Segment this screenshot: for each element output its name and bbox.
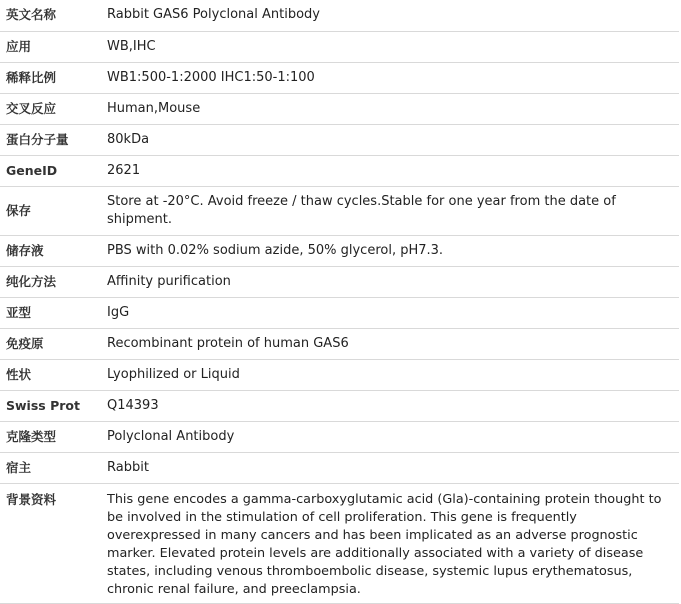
- row-value: Q14393: [107, 390, 679, 421]
- row-value: Recombinant protein of human GAS6: [107, 328, 679, 359]
- row-label: 保存: [0, 186, 107, 235]
- row-value: 2621: [107, 155, 679, 186]
- row-label: 储存液: [0, 235, 107, 266]
- spec-row-purification: [0, 266, 679, 297]
- row-value: Polyclonal Antibody: [107, 421, 679, 452]
- spec-row-english-name: [0, 0, 679, 31]
- spec-row-isotype: [0, 297, 679, 328]
- row-label: 交叉反应: [0, 93, 107, 124]
- row-label: 背景资料: [0, 483, 107, 603]
- row-value: Lyophilized or Liquid: [107, 359, 679, 390]
- spec-row-clonality: [0, 421, 679, 452]
- row-label: 克隆类型: [0, 421, 107, 452]
- spec-row-background: [0, 483, 679, 603]
- spec-row-form: [0, 359, 679, 390]
- spec-row-host: [0, 452, 679, 483]
- row-label: 性状: [0, 359, 107, 390]
- row-value: Rabbit: [107, 452, 679, 483]
- row-label: 宿主: [0, 452, 107, 483]
- row-label: Swiss Prot: [0, 390, 107, 421]
- row-label: 稀释比例: [0, 62, 107, 93]
- spec-row-immunogen: [0, 328, 679, 359]
- row-value: PBS with 0.02% sodium azide, 50% glycerol, pH7.3.: [107, 235, 679, 266]
- row-value: WB1:500-1:2000 IHC1:50-1:100: [107, 62, 679, 93]
- spec-row-storage: [0, 186, 679, 235]
- row-label: 英文名称: [0, 0, 107, 31]
- row-value: IgG: [107, 297, 679, 328]
- row-value: Human,Mouse: [107, 93, 679, 124]
- spec-row-cross-reactivity: [0, 93, 679, 124]
- row-label: 应用: [0, 31, 107, 62]
- spec-row-dilution: [0, 62, 679, 93]
- spec-row-application: [0, 31, 679, 62]
- spec-row-swiss-prot: [0, 390, 679, 421]
- row-value: This gene encodes a gamma-carboxyglutamic acid (Gla)-containing protein thought to be involved in the stimulation of cell proliferation. This gene is frequently overexpressed in many cancers and has been implicated as an adverse prognostic marker. Elevated protein levels are additionally associated with a variety of disease states, including venous thromboembolic disease, systemic lupus erythematosus, chronic renal failure, and preeclampsia.: [107, 483, 679, 603]
- row-label: 蛋白分子量: [0, 124, 107, 155]
- row-value: Rabbit GAS6 Polyclonal Antibody: [107, 0, 679, 31]
- spec-row-storage-buffer: [0, 235, 679, 266]
- row-value: Affinity purification: [107, 266, 679, 297]
- row-value: 80kDa: [107, 124, 679, 155]
- row-value: Store at -20°C. Avoid freeze / thaw cycles.Stable for one year from the date of shipment.: [107, 186, 679, 235]
- row-label: GeneID: [0, 155, 107, 186]
- spec-row-gene-id: [0, 155, 679, 186]
- row-label: 免疫原: [0, 328, 107, 359]
- row-label: 纯化方法: [0, 266, 107, 297]
- spec-row-molecular-weight: [0, 124, 679, 155]
- row-value: WB,IHC: [107, 31, 679, 62]
- row-label: 亚型: [0, 297, 107, 328]
